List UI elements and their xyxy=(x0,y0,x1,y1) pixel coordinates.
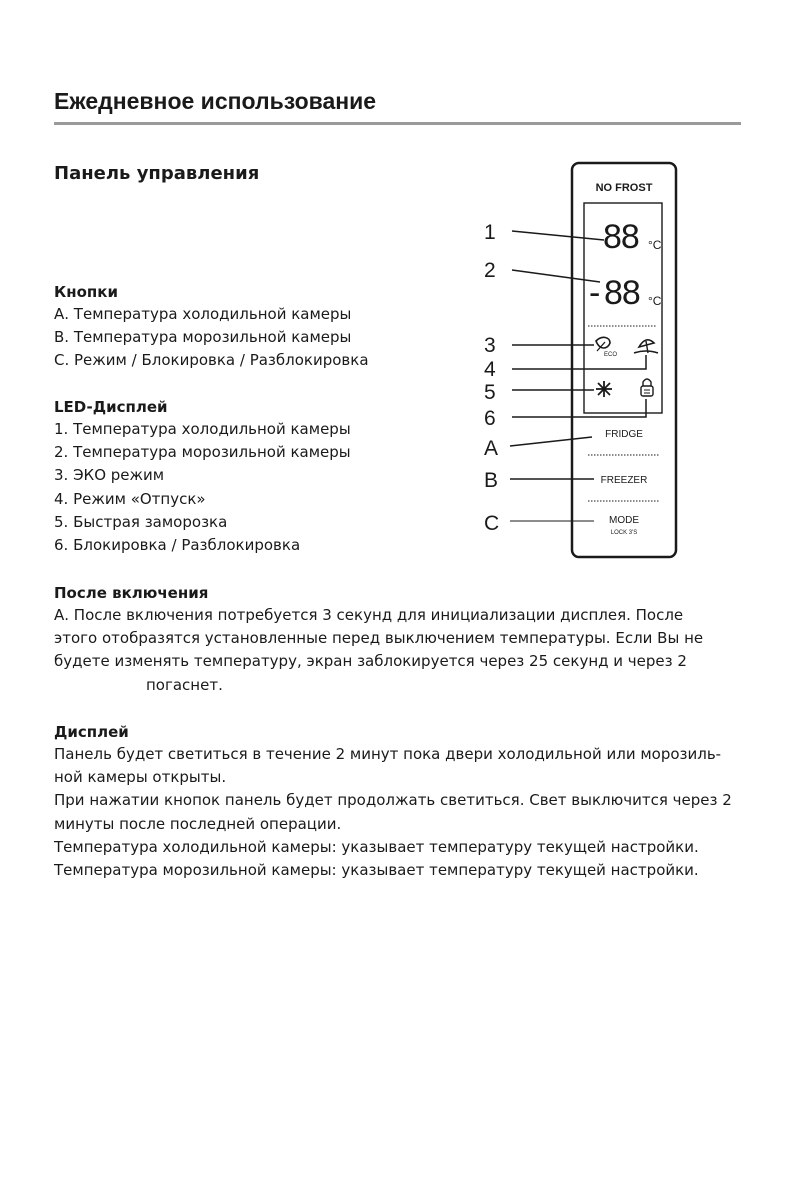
after-power-on-line: этого отобразятся установленные перед выключением температуры. Если Вы не xyxy=(54,629,704,648)
buttons-heading: Кнопки xyxy=(54,283,118,301)
buttons-item-c: С. Режим / Блокировка / Разблокировка xyxy=(54,351,369,370)
led-section xyxy=(54,396,454,557)
display-heading: Дисплей xyxy=(54,723,129,741)
callout-label-6: 6 xyxy=(484,407,496,430)
fridge-temp-digits: 88 xyxy=(603,218,639,256)
after-power-on-line: будете изменять температуру, экран заблокируется через 25 секунд и через 2 xyxy=(54,652,687,671)
buttons-item-b: В. Температура морозильной камеры xyxy=(54,328,352,347)
freezer-button[interactable]: FREEZER xyxy=(600,475,648,486)
callout-label-4: 4 xyxy=(484,358,496,381)
led-item-5: 5. Быстрая заморозка xyxy=(54,512,228,531)
mode-button[interactable]: MODE xyxy=(609,515,639,526)
led-item-6: 6. Блокировка / Разблокировка xyxy=(54,536,301,555)
callout-line-4 xyxy=(512,355,646,369)
led-heading: LED-Дисплей xyxy=(54,398,168,416)
title-divider xyxy=(54,122,741,125)
callout-label-b: B xyxy=(484,469,499,492)
callout-line-a xyxy=(510,437,592,446)
callout-label-c: C xyxy=(484,512,500,535)
callout-label-2: 2 xyxy=(484,259,496,282)
eco-label: ECO xyxy=(604,352,618,358)
fridge-unit: °C xyxy=(648,238,662,252)
after-power-on-section xyxy=(54,582,741,697)
super-freeze-snowflake-icon xyxy=(596,381,612,397)
after-power-on-heading: После включения xyxy=(54,584,209,602)
callout-label-1: 1 xyxy=(484,221,496,244)
holiday-umbrella-icon xyxy=(634,340,658,353)
display-line: Панель будет светиться в течение 2 минут пока двери холодильной или морозиль- xyxy=(54,745,722,763)
after-power-on-line: А. После включения потребуется 3 секунд для инициализации дисплея. После xyxy=(54,606,684,624)
page-title: Ежедневное использование xyxy=(54,88,377,114)
buttons-section xyxy=(54,281,454,373)
led-item-4: 4. Режим «Отпуск» xyxy=(54,489,206,508)
control-panel-diagram xyxy=(470,155,710,565)
mode-button-sublabel: LOCK 3'S xyxy=(610,530,638,536)
eco-leaf-icon xyxy=(596,337,617,358)
lock-icon xyxy=(641,379,653,396)
freezer-minus-sign: - xyxy=(589,274,601,312)
callout-label-a: A xyxy=(484,437,499,460)
buttons-item-a: А. Температура холодильной камеры xyxy=(54,305,352,323)
led-item-3: 3. ЭКО режим xyxy=(54,466,165,485)
callout-label-3: 3 xyxy=(484,334,496,357)
after-power-on-line: погаснет. xyxy=(146,675,223,694)
display-line: При нажатии кнопок панель будет продолжать светиться. Свет выключится через 2 xyxy=(54,791,732,810)
freezer-unit: °C xyxy=(648,294,662,308)
section-title: Панель управления xyxy=(54,163,260,184)
callout-line-1 xyxy=(512,231,604,240)
display-line: Температура морозильной камеры: указывает температуру текущей настройки. xyxy=(54,861,699,880)
display-line: минуты после последней операции. xyxy=(54,814,342,833)
brand-label: NO FROST xyxy=(595,182,653,194)
display-line: Температура холодильной камеры: указывает температуру текущей настройки. xyxy=(54,837,699,856)
callout-line-6 xyxy=(512,399,646,417)
callout-label-5: 5 xyxy=(484,381,496,404)
display-section xyxy=(54,721,744,882)
display-line: ной камеры открыты. xyxy=(54,768,227,787)
freezer-temp-digits: 88 xyxy=(604,274,640,312)
led-item-1: 1. Температура холодильной камеры xyxy=(54,420,351,438)
fridge-button[interactable]: FRIDGE xyxy=(605,429,643,440)
led-item-2: 2. Температура морозильной камеры xyxy=(54,443,351,462)
callout-line-2 xyxy=(512,270,600,282)
